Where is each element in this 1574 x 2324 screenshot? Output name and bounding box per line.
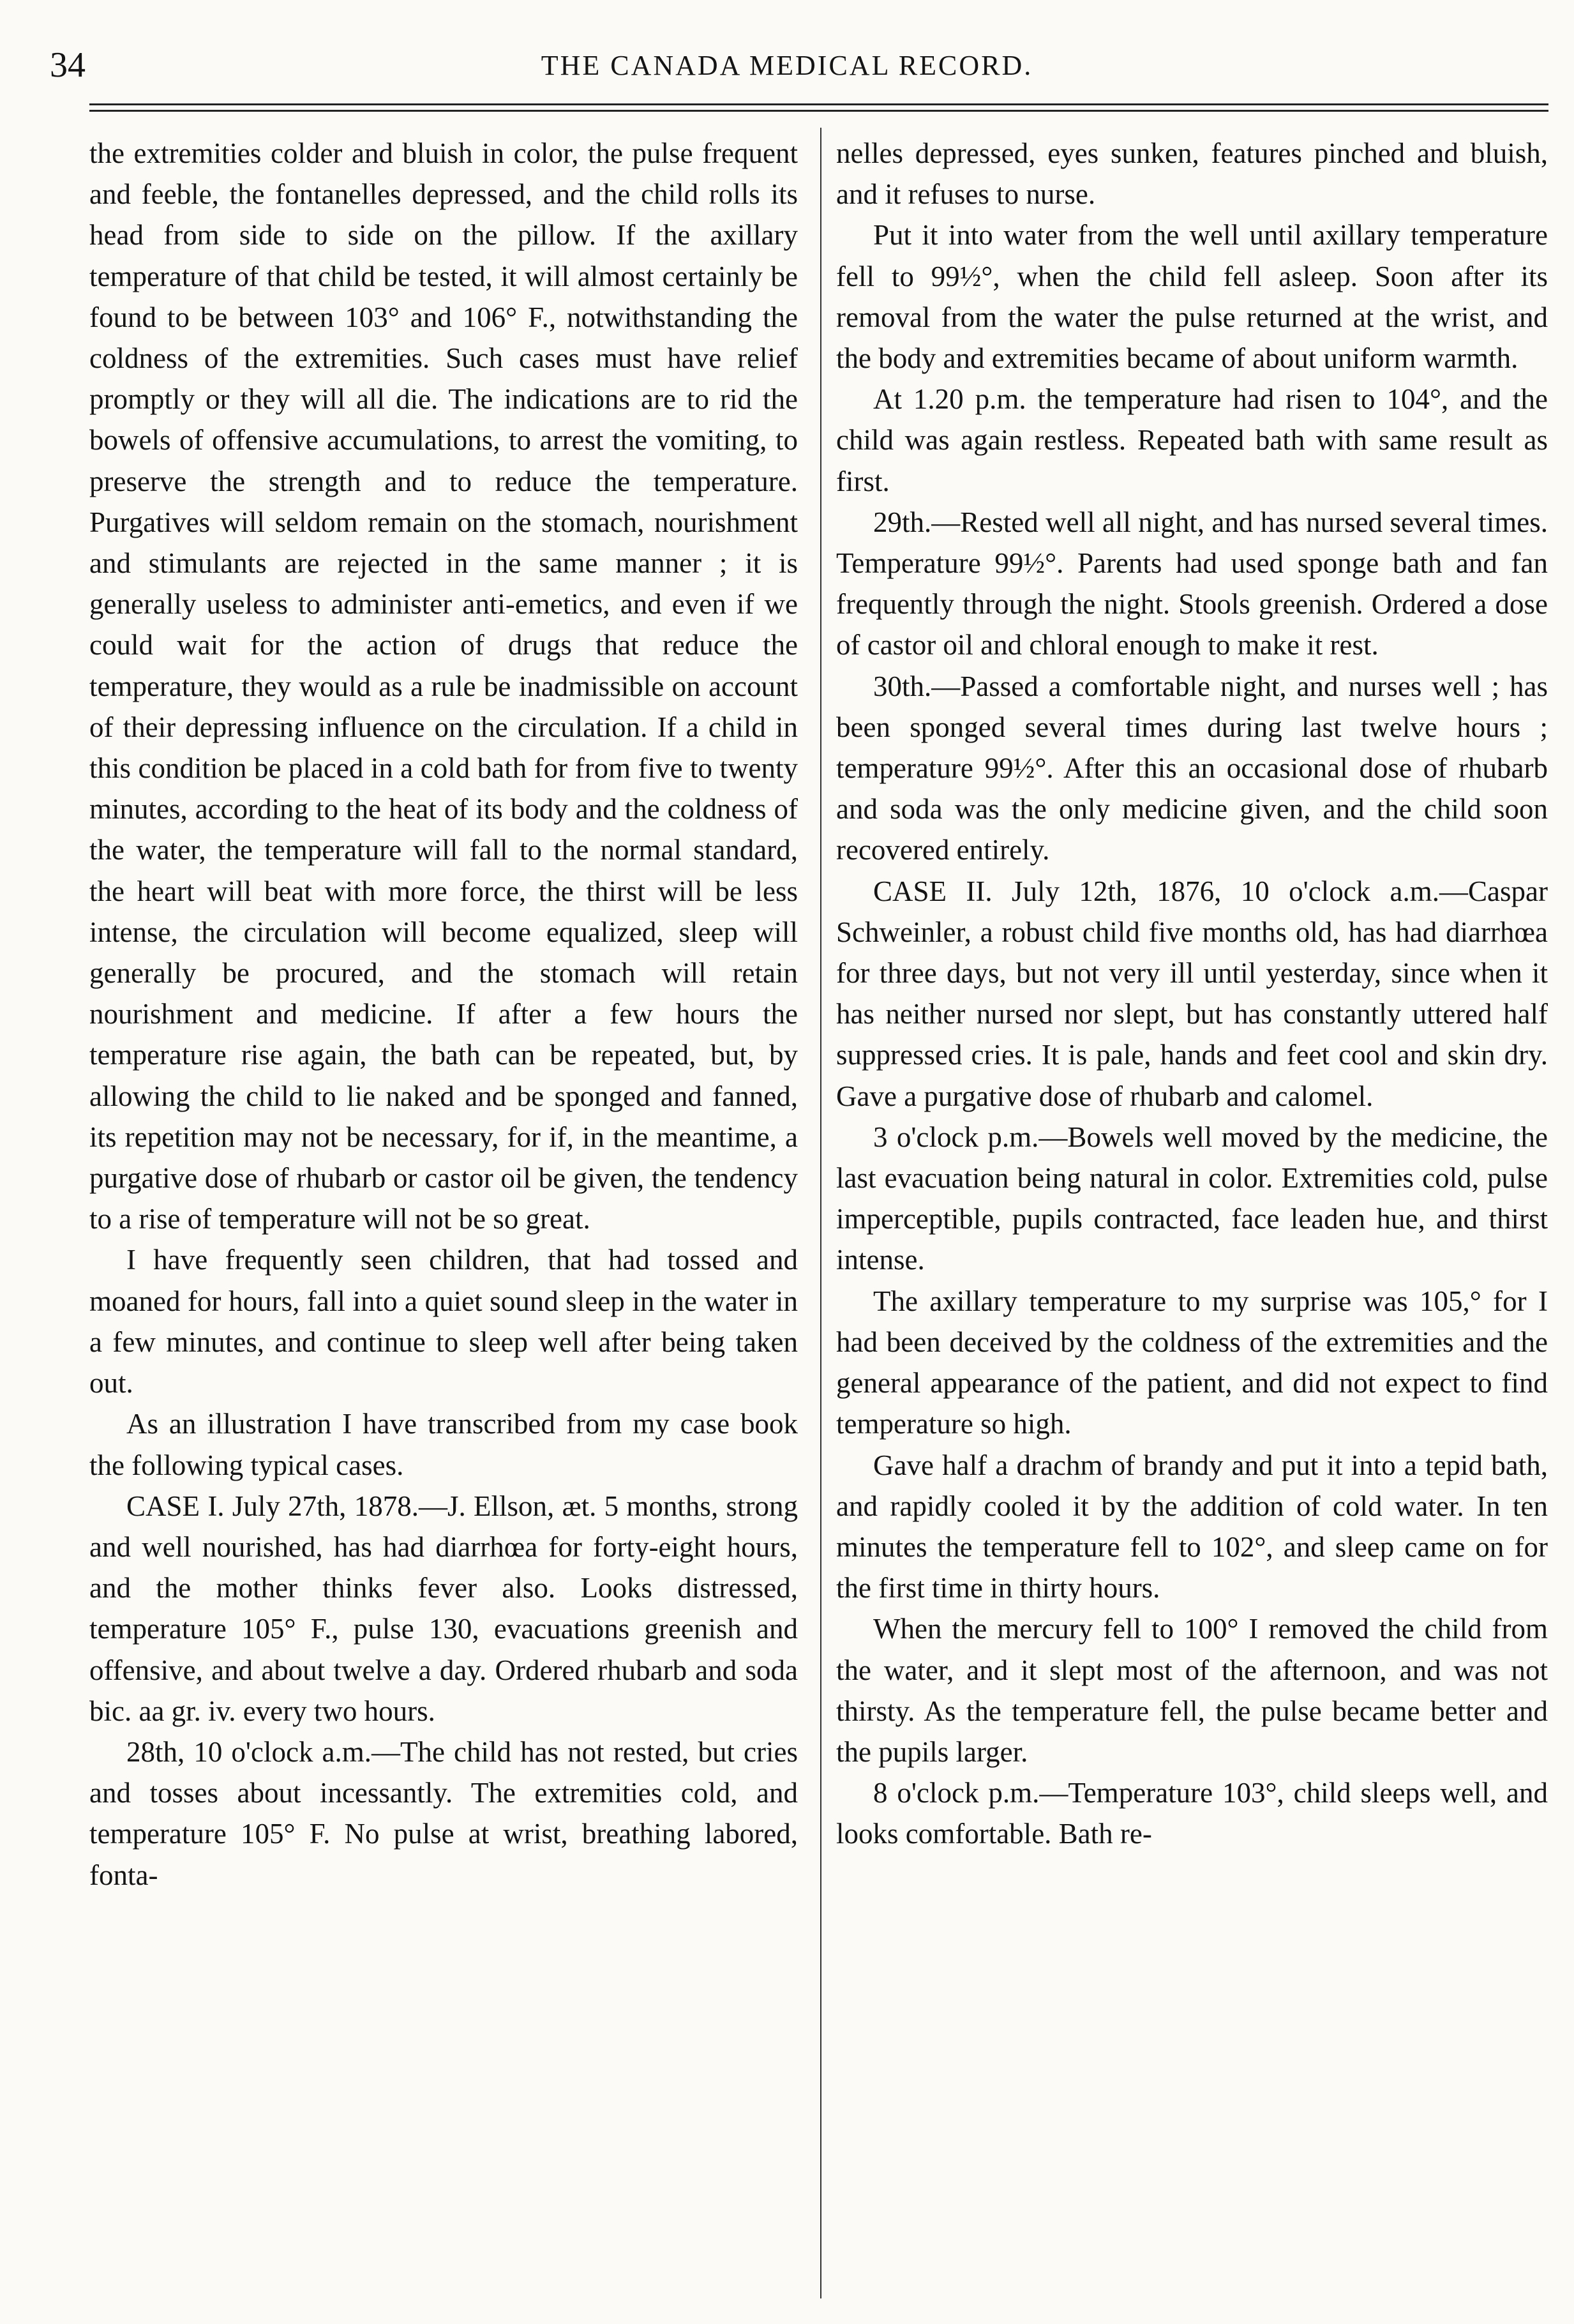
column-divider [820, 128, 821, 2298]
paragraph: 29th.—Rested well all night, and has nursed several times. Temperature 99½°. Parents had used sponge bath and fan frequently through the night. Stools greenish. Ordered a dose of castor oil and chloral enough to make it rest. [836, 506, 1548, 661]
paragraph: nelles depressed, eyes sunken, features pinched and bluish, and it refuses to nurse. [836, 137, 1548, 211]
paragraph: As an illustration I have transcribed from my case book the following typical cases. [89, 1408, 798, 1481]
paragraph: 28th, 10 o'clock a.m.—The child has not rested, but cries and tosses about incessantly. The extremities cold, and temperature 105° F. No pulse at wrist, breathing labored, fonta- [89, 1735, 798, 1891]
paragraph: 30th.—Passed a comfortable night, and nurses well ; has been sponged several times during last twelve hours ; temperature 99½°. After this an occasional dose of rhubarb and soda was the only medicine given, and the child soon recovered entirely. [836, 670, 1548, 866]
paragraph: CASE II. July 12th, 1876, 10 o'clock a.m.—Caspar Schweinler, a robust child five months old, has had diarrhœa for three days, but not very ill until yesterday, since when it has neither nursed nor slept, but has constantly uttered half suppressed cries. It is pale, hands and feet cool and skin dry. Gave a purgative dose of rhubarb and calomel. [836, 875, 1548, 1112]
running-title: THE CANADA MEDICAL RECORD. [541, 50, 1033, 81]
paragraph: The axillary temperature to my surprise was 105,° for I had been deceived by the coldness of the extremities and the general appearance of the patient, and did not expect to find temperature so high. [836, 1285, 1548, 1440]
header-rule-top [89, 103, 1548, 105]
paragraph: At 1.20 p.m. the temperature had risen to 104°, and the child was again restless. Repeated bath with same result as first. [836, 383, 1548, 497]
paragraph: When the mercury fell to 100° I removed the child from the water, and it slept most of the afternoon, and was not thirsty. As the temperature fell, the pulse became better and the pupils larger. [836, 1613, 1548, 1768]
paragraph: the extremities colder and bluish in color, the pulse frequent and feeble, the fontanelles depressed, and the child rolls its head from side to side on the pillow. If the axillary temperature of that child be tested, it will almost certainly be found to be between 103° and 106° F., notwithstanding the coldness of the extremities. Such cases must have relief promptly or they will all die. The indications are to rid the bowels of offensive accumulations, to arrest the vomiting, to preserve the strength and to reduce the temperature. Purgatives will seldom remain on the stomach, nourishment and stimulants are rejected in the same manner ; it is generally useless to administer anti-emetics, and even if we could wait for the action of drugs that reduce the temperature, they would as a rule be inadmissible on account of their depressing influence on the circulation. If a child in this condition be placed in a cold bath for from five to twenty minutes, according to the heat of its body and the coldness of the water, the temperature will fall to the normal standard, the heart will beat with more force, the thirst will be less intense, the circulation will become equalized, sleep will generally be procured, and the stomach will retain nourishment and medicine. If after a few hours the temperature rise again, the bath can be repeated, but, by allowing the child to lie naked and be sponged and fanned, its repetition may not be necessary, for if, in the meantime, a purgative dose of rhubarb or castor oil be given, the tendency to a rise of temperature will not be so great. [89, 137, 798, 1235]
paragraph: 3 o'clock p.m.—Bowels well moved by the medicine, the last evacuation being natural in color. Extremities cold, pulse imperceptible, pupils contracted, face leaden hue, and thirst intense. [836, 1120, 1548, 1276]
right-column [836, 133, 1548, 2310]
page-number: 34 [50, 45, 86, 85]
page-header [0, 0, 1574, 109]
paragraph: Gave half a drachm of brandy and put it into a tepid bath, and rapidly cooled it by the addition of cold water. In ten minutes the temperature fell to 102°, and sleep came on for the first time in thirty hours. [836, 1449, 1548, 1604]
paragraph: CASE I. July 27th, 1878.—J. Ellson, æt. 5 months, strong and well nourished, has had diarrhœa for forty-eight hours, and the mother thinks fever also. Looks distressed, temperature 105° F., pulse 130, evacuations greenish and offensive, and about twelve a day. Ordered rhubarb and soda bic. aa gr. iv. every two hours. [89, 1490, 798, 1727]
left-column [89, 133, 798, 2310]
paragraph: Put it into water from the well until axillary temperature fell to 99½°, when the child fell asleep. Soon after its removal from the water the pulse returned at the wrist, and the body and extremities became of about uniform warmth. [836, 219, 1548, 375]
paragraph: I have frequently seen children, that had tossed and moaned for hours, fall into a quiet sound sleep in the water in a few minutes, and continue to sleep well after being taken out. [89, 1244, 798, 1400]
paragraph: 8 o'clock p.m.—Temperature 103°, child sleeps well, and looks comfortable. Bath re- [836, 1777, 1548, 1850]
header-rule-bottom [89, 110, 1548, 112]
